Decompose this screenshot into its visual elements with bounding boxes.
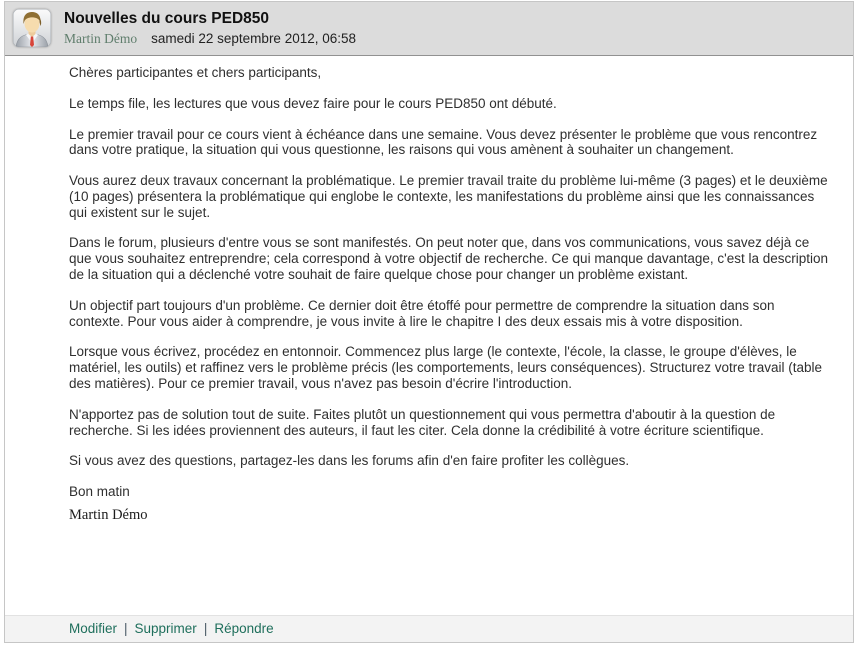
author-signature: Martin Démo — [69, 506, 148, 523]
user-avatar-icon[interactable] — [13, 9, 51, 47]
reply-link[interactable]: Répondre — [214, 621, 274, 636]
post-paragraph: Bon matin — [69, 484, 130, 500]
post-paragraph: Le temps file, les lectures que vous devez faire pour le cours PED850 ont débuté. — [69, 95, 557, 111]
action-separator: | — [203, 621, 208, 636]
post-header-texts — [64, 9, 356, 47]
avatar-illustration — [13, 9, 51, 47]
post-paragraph: Dans le forum, plusieurs d'entre vous se sont manifestés. On peut noter que, dans vos communications, vous savez déjà ce que vous souhaitez entreprendre; cela correspond à votre objectif de recherche. Ce qui manque davantage, c'est la description de la situation qui a déclenché votre souhait de faire quelque chose pour changer un problème existant. — [69, 235, 829, 283]
action-separator: | — [124, 621, 128, 636]
post-header — [5, 2, 853, 56]
edit-link[interactable]: Modifier — [69, 621, 118, 636]
post-paragraph: Lorsque vous écrivez, procédez en entonnoir. Commencez plus large (le contexte, l'école, la classe, le groupe d'élèves, le matériel, les outils) et raffinez vers le problème précis (les comportements, leurs conséquences). Structurez votre travail (table des matières). Pour ce premier travail, vous n'avez pas besoin d'écrire l'introduction. — [69, 344, 823, 391]
post-paragraph: Le premier travail pour ce cours vient à échéance dans une semaine. Vous devez présenter le problème que vous rencontrez dans votre pratique, la situation qui vous questionne, les raisons qui vous amènent à souhaiter un changement. — [69, 126, 818, 158]
post-paragraph: N'apportez pas de solution tout de suite. Faites plutôt un questionnement qui vous permettra d'aboutir à la question de recherche. Si les idées proviennent des auteurs, il faut les citer. Cela donne la crédibilité à votre écriture scientifique. — [69, 406, 776, 438]
author-link[interactable]: Martin Démo — [64, 31, 138, 47]
post-paragraph: Un objectif part toujours d'un problème. Ce dernier doit être étoffé pour permettre de comprendre la situation dans son contexte. Pour vous aider à comprendre, je vous invite à lire le chapitre I des deux essais mis à votre disposition. — [69, 297, 775, 329]
forum-post — [4, 1, 854, 643]
post-date: samedi 22 septembre 2012, 06:58 — [151, 31, 357, 47]
post-title: Nouvelles du cours PED850 — [64, 10, 270, 27]
post-paragraph: Chères participantes et chers participants, — [69, 65, 322, 80]
post-paragraph: Vous aurez deux travaux concernant la problématique. Le premier travail traite du problème lui-même (3 pages) et le deuxième (10 pages) présentera la problématique qui englobe le contexte, les manifestations du problème ainsi que les connaissances qui existent sur le sujet. — [69, 173, 828, 220]
post-body — [5, 56, 853, 615]
post-paragraph: Si vous avez des questions, partagez-les dans les forums afin d'en faire profiter les collègues. — [69, 453, 630, 469]
post-byline — [64, 31, 356, 47]
delete-link[interactable]: Supprimer — [134, 621, 197, 636]
post-actions-bar — [5, 615, 853, 642]
